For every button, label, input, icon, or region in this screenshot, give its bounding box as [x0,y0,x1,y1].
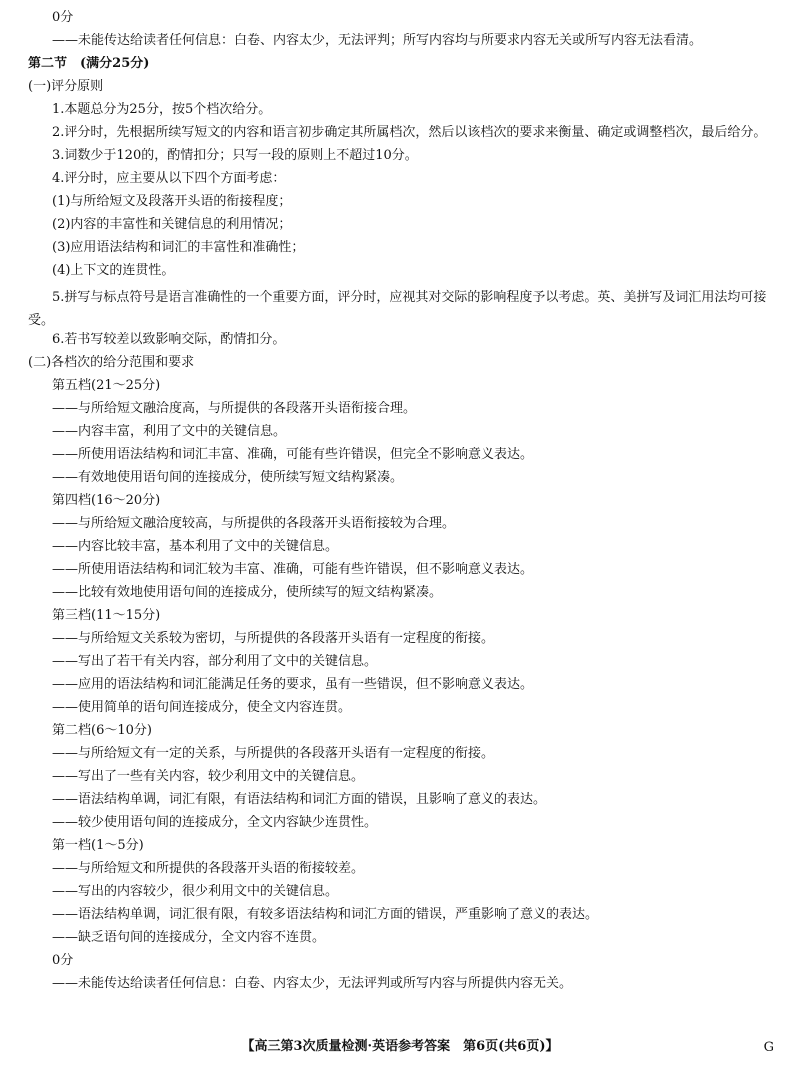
criterion-line: ——比较有效地使用语句间的连接成分，使所续写的短文结构紧凑。 [52,585,443,600]
subsection-heading: (一)评分原则 [28,79,104,94]
principle-item: 1.本题总分为25分，按5个档次给分。 [52,102,272,117]
criterion-line: ——与所给短文融洽度高，与所提供的各段落开头语衔接合理。 [52,401,417,416]
section-heading: 第二节 (满分25分) [28,56,150,71]
criterion-line: ——语法结构单调，词汇很有限，有较多语法结构和词汇方面的错误，严重影响了意义的表达。 [52,907,599,922]
page-footer: 【高三第3次质量检测·英语参考答案 第6页(共6页)】 [241,1039,559,1054]
criterion-line: ——未能传达给读者任何信息：白卷、内容太少，无法评判或所写内容与所提供内容无关。 [52,976,573,991]
principle-item-wrapped: 5.拼写与标点符号是语言准确性的一个重要方面，评分时，应视其对交际的影响程度予以考虑。英、美拼写及词汇用法均可接受。 [28,290,767,328]
criterion-line: ——写出了一些有关内容，较少利用文中的关键信息。 [52,769,365,784]
aspect-item: (1)与所给短文及段落开头语的衔接程度； [52,194,292,209]
grade-heading: 第一档(1～5分) [52,838,144,853]
grade-heading: 第三档(11～15分) [52,608,161,623]
criterion-line: ——使用简单的语句间连接成分，使全文内容连贯。 [52,700,352,715]
criterion-line: ——缺乏语句间的连接成分，全文内容不连贯。 [52,930,326,945]
criterion-line: ——所使用语法结构和词汇较为丰富、准确，可能有些许错误，但不影响意义表达。 [52,562,534,577]
criterion-line: ——写出的内容较少，很少利用文中的关键信息。 [52,884,339,899]
subsection-heading: (二)各档次的给分范围和要求 [28,355,195,370]
criterion-line: ——与所给短文和所提供的各段落开头语的衔接较差。 [52,861,365,876]
grade-heading: 第二档(6～10分) [52,723,152,738]
criterion-line: ——未能传达给读者任何信息：白卷、内容太少，无法评判；所写内容均与所要求内容无关或所写内容无法看清。 [52,33,703,48]
score-zero-top: 0分 [52,10,74,25]
criterion-line: ——应用的语法结构和词汇能满足任务的要求，虽有一些错误，但不影响意义表达。 [52,677,534,692]
principle-item: 6.若书写较差以致影响交际，酌情扣分。 [52,332,286,347]
criterion-line: ——较少使用语句间的连接成分，全文内容缺少连贯性。 [52,815,378,830]
aspect-item: (3)应用语法结构和词汇的丰富性和准确性； [52,240,305,255]
grade-heading: 第四档(16～20分) [52,493,161,508]
aspect-item: (2)内容的丰富性和关键信息的利用情况； [52,217,292,232]
corner-mark: G [763,1040,774,1055]
criterion-line: ——写出了若干有关内容，部分利用了文中的关键信息。 [52,654,378,669]
grade-heading: 第五档(21～25分) [52,378,161,393]
criterion-line: ——与所给短文融洽度较高，与所提供的各段落开头语衔接较为合理。 [52,516,456,531]
criterion-line: ——语法结构单调，词汇有限，有语法结构和词汇方面的错误，且影响了意义的表达。 [52,792,547,807]
criterion-line: ——与所给短文关系较为密切，与所提供的各段落开头语有一定程度的衔接。 [52,631,495,646]
criterion-line: ——有效地使用语句间的连接成分，使所续写短文结构紧凑。 [52,470,404,485]
principle-item: 3.词数少于120的，酌情扣分；只写一段的原则上不超过10分。 [52,148,418,163]
principle-item: 2.评分时，先根据所续写短文的内容和语言初步确定其所属档次，然后以该档次的要求来衡量、确定或调整档次，最后给分。 [52,125,767,140]
criterion-line: ——所使用语法结构和词汇丰富、准确，可能有些许错误，但完全不影响意义表达。 [52,447,534,462]
aspect-item: (4)上下文的连贯性。 [52,263,175,278]
score-zero-bottom: 0分 [52,953,74,968]
principle-item: 4.评分时，应主要从以下四个方面考虑： [52,171,286,186]
criterion-line: ——内容丰富，利用了文中的关键信息。 [52,424,287,439]
criterion-line: ——与所给短文有一定的关系，与所提供的各段落开头语有一定程度的衔接。 [52,746,495,761]
criterion-line: ——内容比较丰富，基本利用了文中的关键信息。 [52,539,339,554]
